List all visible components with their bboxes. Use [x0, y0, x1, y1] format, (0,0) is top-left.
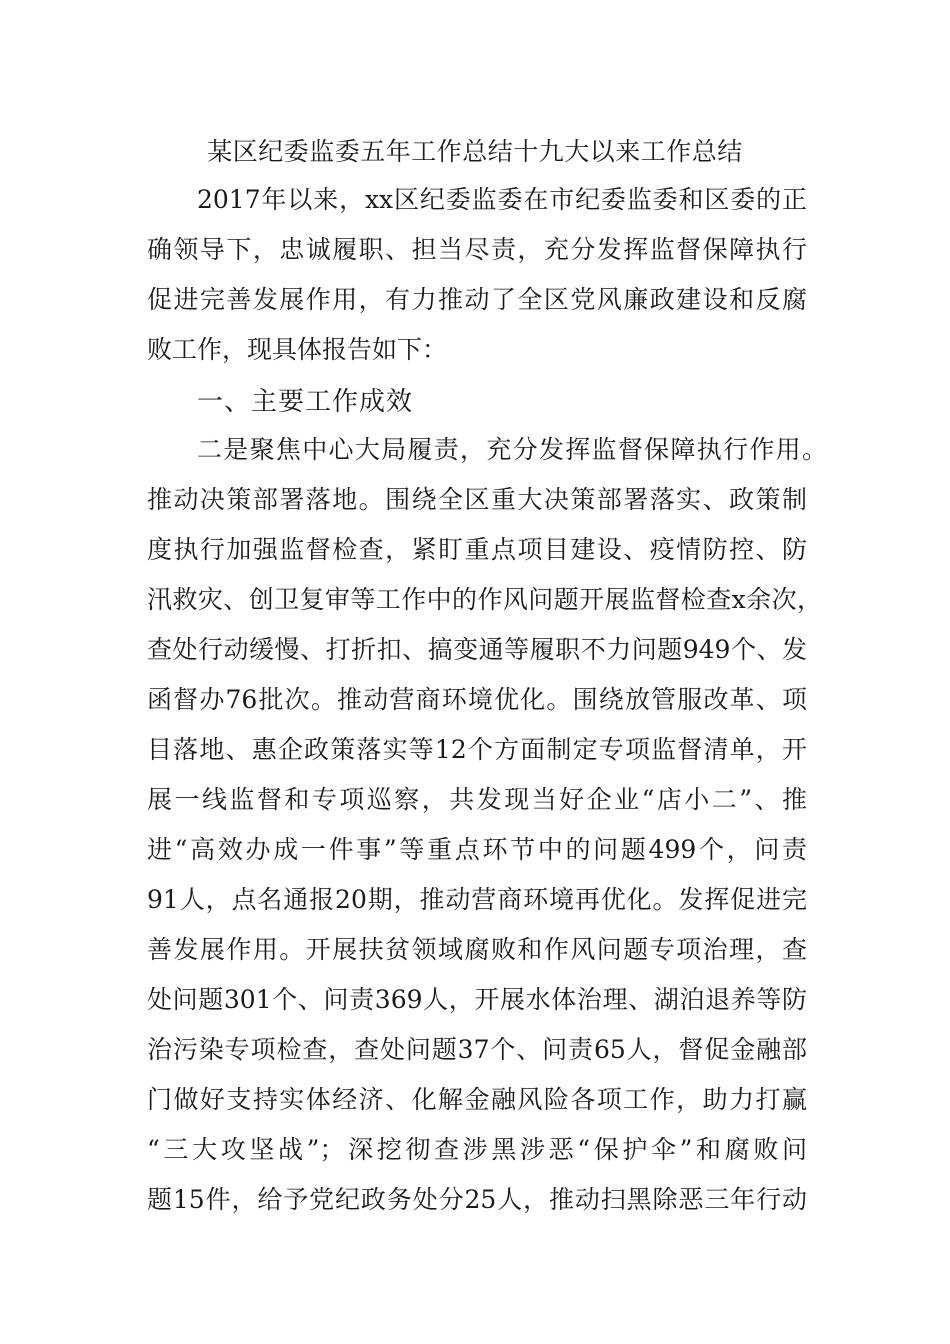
- body-line-6: 函督办76批次。推动营商环境优化。围绕放管服改革、项: [147, 685, 807, 714]
- body-line-11: 善发展作用。开展扶贫领域腐败和作风问题专项治理，查: [147, 935, 807, 964]
- intro-line-2: 确领导下，忠诚履职、担当尽责，充分发挥监督保障执行: [147, 235, 807, 264]
- body-line-13: 治污染专项检查，查处问题37个、问责65人，督促金融部: [147, 1035, 807, 1064]
- body-line-3: 度执行加强监督检查，紧盯重点项目建设、疫情防控、防: [147, 535, 807, 564]
- body-line-7: 目落地、惠企政策落实等12个方面制定专项监督清单，开: [147, 735, 807, 764]
- intro-line-4: 败工作，现具体报告如下：: [147, 335, 448, 364]
- body-line-8: 展一线监督和专项巡察，共发现当好企业“店小二”、推: [147, 785, 807, 814]
- body-line-9: 进“高效办成一件事”等重点环节中的问题499个，问责: [147, 835, 807, 864]
- body-line-12: 处问题301个、问责369人，开展水体治理、湖泊退养等防: [147, 985, 807, 1014]
- body-line-14: 门做好支持实体经济、化解金融风险各项工作，助力打赢: [147, 1085, 807, 1114]
- intro-line-3: 促进完善发展作用，有力推动了全区党风廉政建设和反腐: [147, 285, 807, 314]
- body-line-1: 二是聚焦中心大局履责，充分发挥监督保障执行作用。: [197, 435, 827, 464]
- body-line-5: 查处行动缓慢、打折扣、搞变通等履职不力问题949个、发: [147, 635, 807, 664]
- body-line-2: 推动决策部署落地。围绕全区重大决策部署落实、政策制: [147, 485, 807, 514]
- intro-line-1: 2017年以来，xx区纪委监委在市纪委监委和区委的正: [197, 185, 807, 214]
- body-line-15: “三大攻坚战”；深挖彻查涉黑涉恶“保护伞”和腐败问: [147, 1135, 807, 1164]
- body-line-10: 91人，点名通报20期，推动营商环境再优化。发挥促进完: [147, 885, 807, 914]
- body-line-4: 汛救灾、创卫复审等工作中的作风问题开展监督检查x余次，: [147, 585, 822, 614]
- section-heading: 一、主要工作成效: [197, 387, 414, 417]
- body-line-16: 题15件，给予党纪政务处分25人，推动扫黑除恶三年行动: [147, 1185, 807, 1214]
- document-title: 某区纪委监委五年工作总结十九大以来工作总结: [207, 137, 743, 166]
